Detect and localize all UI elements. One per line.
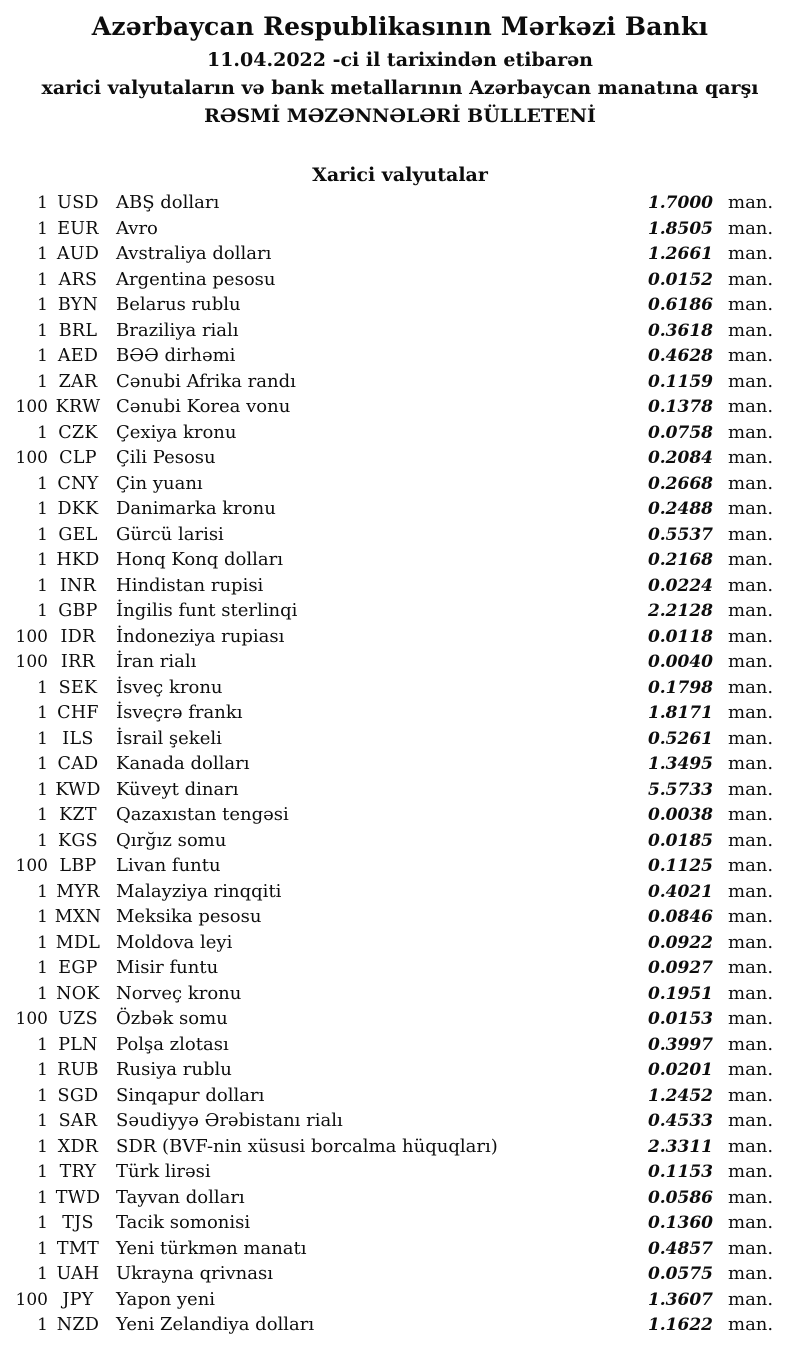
currency-code: TWD [55, 1187, 101, 1208]
currency-code: BRL [58, 320, 98, 341]
unit-label: man. [728, 651, 774, 672]
unit-label: man. [728, 804, 774, 825]
currency-qty: 1 [37, 1238, 48, 1259]
currency-rate: 1.8505 [647, 218, 713, 239]
currency-rate: 1.7000 [647, 193, 713, 213]
currency-name: İndoneziya rupiası [116, 625, 285, 647]
unit-label: man. [728, 523, 774, 545]
currency-rate: 5.5733 [647, 779, 713, 800]
currency-rate: 0.4533 [647, 1111, 713, 1131]
currency-name: Yeni türkmən manatı [116, 1237, 307, 1259]
table-row [0, 955, 800, 981]
table-row [0, 777, 800, 803]
unit-label: man. [728, 1263, 774, 1284]
table-row [0, 751, 800, 777]
rates-table [0, 190, 800, 1338]
table-row [0, 1185, 800, 1211]
currency-name: İsveç kronu [116, 676, 223, 698]
currency-code: JPY [62, 1289, 94, 1310]
currency-name: Çexiya kronu [116, 421, 237, 443]
currency-name: Rusiya rublu [116, 1059, 232, 1080]
currency-qty: 1 [37, 1034, 48, 1055]
currency-code: MXN [54, 907, 102, 927]
currency-name: Livan funtu [116, 855, 221, 876]
table-row [0, 241, 800, 267]
currency-code: TJS [62, 1213, 94, 1233]
currency-qty: 1 [37, 1060, 48, 1080]
table-row [0, 216, 800, 242]
currency-rate: 0.4021 [647, 881, 713, 902]
currency-name: Moldova leyi [116, 931, 233, 953]
table-row [0, 445, 800, 471]
unit-label: man. [728, 192, 774, 213]
effective-date-line: 11.04.2022 -ci il tarixindən etibarən [206, 49, 593, 71]
currency-qty: 100 [15, 448, 48, 468]
currency-code: ZAR [58, 371, 98, 392]
table-row [0, 547, 800, 573]
currency-qty: 1 [37, 958, 48, 978]
currency-name: Avro [116, 217, 158, 239]
currency-code: NOK [56, 983, 100, 1004]
currency-code: USD [57, 193, 99, 213]
currency-rate: 0.0758 [647, 422, 713, 443]
unit-label: man. [728, 727, 774, 749]
currency-rate: 0.0586 [647, 1187, 713, 1208]
table-row [0, 1210, 800, 1236]
currency-qty: 1 [37, 1213, 48, 1233]
currency-rate: 0.0038 [647, 805, 713, 825]
currency-name: Cənubi Afrika randı [116, 370, 296, 392]
currency-qty: 1 [37, 601, 48, 621]
currency-name: İsveçrə frankı [116, 702, 243, 723]
currency-name: İngilis funt sterlinqi [116, 600, 298, 621]
currency-rate: 0.2488 [647, 499, 713, 519]
currency-rate: 0.0922 [647, 932, 713, 953]
currency-qty: 1 [37, 320, 48, 341]
currency-rate: 0.1378 [647, 397, 713, 417]
section-title: Xarici valyutalar [312, 164, 488, 186]
currency-name: BƏƏ dirhəmi [116, 345, 236, 366]
unit-label: man. [728, 243, 774, 264]
currency-name: Hindistan rupisi [116, 574, 264, 596]
currency-code: MYR [56, 881, 100, 902]
currency-rate: 0.1951 [647, 983, 713, 1004]
currency-rate: 1.2452 [647, 1085, 713, 1106]
unit-label: man. [728, 447, 774, 468]
currency-qty: 1 [37, 728, 48, 749]
table-row [0, 318, 800, 344]
currency-rate: 0.2084 [647, 448, 713, 468]
unit-label: man. [728, 574, 774, 596]
unit-label: man. [728, 676, 774, 698]
currency-qty: 1 [37, 524, 48, 545]
currency-qty: 1 [37, 983, 48, 1004]
unit-label: man. [728, 1161, 774, 1182]
currency-qty: 1 [37, 371, 48, 392]
table-row [0, 1032, 800, 1058]
currency-code: MDL [55, 932, 101, 953]
currency-qty: 1 [37, 422, 48, 443]
table-row [0, 700, 800, 726]
table-row [0, 1134, 800, 1160]
currency-qty: 1 [37, 1264, 48, 1284]
currency-name: Çin yuanı [116, 472, 203, 494]
unit-label: man. [728, 396, 774, 417]
currency-name: Qazaxıstan tengəsi [116, 804, 289, 825]
table-row [0, 1057, 800, 1083]
currency-qty: 1 [37, 932, 48, 953]
unit-label: man. [728, 1288, 774, 1310]
table-row [0, 496, 800, 522]
currency-rate: 0.4857 [647, 1238, 713, 1259]
currency-rate: 0.1360 [647, 1213, 713, 1233]
currency-name: Norveç kronu [116, 982, 242, 1004]
currency-qty: 100 [15, 397, 48, 417]
currency-code: HKD [56, 550, 100, 570]
currency-rate: 1.2661 [647, 244, 713, 264]
table-row [0, 394, 800, 420]
table-row [0, 522, 800, 548]
currency-qty: 1 [37, 550, 48, 570]
unit-label: man. [728, 549, 774, 570]
currency-rate: 2.3311 [647, 1136, 713, 1157]
currency-qty: 1 [37, 677, 48, 698]
currency-rate: 0.0185 [647, 830, 713, 851]
currency-qty: 1 [37, 295, 48, 315]
unit-label: man. [728, 1314, 774, 1335]
currency-rate: 0.0575 [647, 1264, 713, 1284]
unit-label: man. [728, 472, 774, 494]
table-row [0, 292, 800, 318]
currency-name: Türk lirəsi [116, 1161, 211, 1182]
currency-rate: 0.2668 [647, 473, 713, 494]
currency-rate: 0.0201 [647, 1060, 713, 1080]
currency-code: KWD [55, 779, 101, 800]
currency-name: Belarus rublu [116, 294, 241, 315]
table-row [0, 675, 800, 701]
unit-label: man. [728, 498, 774, 519]
unit-label: man. [728, 268, 774, 290]
currency-name: Honq Konq dolları [116, 549, 283, 570]
currency-code: GBP [58, 601, 98, 621]
table-row [0, 1083, 800, 1109]
currency-rate: 0.0846 [647, 907, 713, 927]
unit-label: man. [728, 1033, 774, 1055]
table-row [0, 598, 800, 624]
currency-rate: 0.1153 [647, 1162, 713, 1182]
unit-label: man. [728, 957, 774, 978]
table-row [0, 981, 800, 1007]
currency-code: CZK [58, 422, 98, 443]
table-row [0, 726, 800, 752]
table-row [0, 1312, 800, 1338]
unit-label: man. [728, 880, 774, 902]
currency-name: Ukrayna qrivnası [116, 1263, 273, 1284]
currency-name: Malayziya rinqqiti [116, 880, 282, 902]
currency-code: EGP [58, 958, 98, 978]
currency-code: BYN [57, 295, 99, 315]
unit-label: man. [728, 931, 774, 953]
table-row [0, 649, 800, 675]
table-row [0, 369, 800, 395]
currency-qty: 1 [37, 1162, 48, 1182]
subtitle-line: xarici valyutaların və bank metallarının Azərbaycan manatına qarşı [41, 77, 759, 99]
currency-rate: 0.3997 [647, 1034, 713, 1055]
currency-code: SAR [58, 1111, 98, 1131]
table-row [0, 802, 800, 828]
table-row [0, 471, 800, 497]
currency-rate: 2.2128 [647, 601, 713, 621]
currency-name: Braziliya rialı [116, 319, 239, 341]
currency-qty: 1 [37, 1085, 48, 1106]
unit-label: man. [728, 1237, 774, 1259]
currency-rate: 0.0153 [647, 1009, 713, 1029]
table-row [0, 1261, 800, 1287]
currency-code: LBP [59, 856, 97, 876]
currency-name: Küveyt dinarı [116, 778, 239, 800]
unit-label: man. [728, 625, 774, 647]
currency-rate: 0.0040 [647, 652, 713, 672]
currency-qty: 1 [37, 346, 48, 366]
currency-qty: 1 [37, 830, 48, 851]
unit-label: man. [728, 906, 774, 927]
table-row [0, 267, 800, 293]
currency-code: IDR [60, 626, 96, 647]
currency-qty: 1 [37, 779, 48, 800]
currency-qty: 1 [37, 1315, 48, 1335]
table-row [0, 1287, 800, 1313]
currency-name: Danimarka kronu [116, 498, 276, 519]
currency-name: Polşa zlotası [116, 1033, 229, 1055]
currency-code: NZD [56, 1315, 100, 1335]
currency-code: IRR [60, 652, 96, 672]
currency-qty: 1 [37, 1187, 48, 1208]
currency-rate: 1.8171 [647, 703, 713, 723]
currency-rate: 0.5261 [647, 728, 713, 749]
currency-name: Yapon yeni [116, 1288, 216, 1310]
currency-code: XDR [57, 1136, 99, 1157]
table-row [0, 904, 800, 930]
currency-name: Qırğız somu [116, 829, 227, 851]
currency-name: Tayvan dolları [116, 1186, 245, 1208]
currency-rate: 0.1159 [647, 371, 713, 392]
currency-name: İsrail şekeli [116, 727, 222, 749]
unit-label: man. [728, 1135, 774, 1157]
currency-name: Misir funtu [116, 957, 219, 978]
currency-qty: 1 [37, 244, 48, 264]
currency-rate: 0.3618 [647, 320, 713, 341]
currency-code: KGS [58, 830, 98, 851]
currency-rate: 0.5537 [647, 524, 713, 545]
table-row [0, 190, 800, 216]
currency-name: Tacik somonisi [116, 1212, 251, 1233]
currency-name: Meksika pesosu [116, 906, 262, 927]
unit-label: man. [728, 829, 774, 851]
currency-name: Cənubi Korea vonu [116, 396, 291, 417]
currency-qty: 100 [15, 1009, 48, 1029]
unit-label: man. [728, 1008, 774, 1029]
currency-name: Gürcü larisi [116, 523, 224, 545]
unit-label: man. [728, 1110, 774, 1131]
table-row [0, 1108, 800, 1134]
currency-rate: 0.1798 [647, 677, 713, 698]
currency-qty: 1 [37, 218, 48, 239]
table-row [0, 828, 800, 854]
currency-qty: 1 [37, 754, 48, 774]
currency-qty: 1 [37, 907, 48, 927]
unit-label: man. [728, 294, 774, 315]
unit-label: man. [728, 370, 774, 392]
currency-code: CNY [57, 473, 99, 494]
currency-rate: 1.3495 [647, 754, 713, 774]
currency-code: SGD [57, 1085, 99, 1106]
currency-qty: 1 [37, 805, 48, 825]
unit-label: man. [728, 1212, 774, 1233]
table-row [0, 624, 800, 650]
currency-name: Özbək somu [116, 1008, 228, 1029]
currency-qty: 100 [15, 856, 48, 876]
currency-code: DKK [57, 499, 99, 519]
unit-label: man. [728, 982, 774, 1004]
unit-label: man. [728, 217, 774, 239]
unit-label: man. [728, 702, 774, 723]
table-row [0, 853, 800, 879]
table-row [0, 1236, 800, 1262]
unit-label: man. [728, 855, 774, 876]
unit-label: man. [728, 421, 774, 443]
currency-code: ARS [58, 269, 98, 290]
currency-code: CAD [57, 754, 99, 774]
document-header [0, 0, 800, 130]
currency-code: KRW [55, 397, 101, 417]
currency-name: Sinqapur dolları [116, 1084, 265, 1106]
currency-code: TRY [59, 1162, 97, 1182]
table-row [0, 930, 800, 956]
currency-rate: 0.4628 [647, 346, 713, 366]
currency-name: Kanada dolları [116, 753, 250, 774]
currency-rate: 1.1622 [647, 1315, 713, 1335]
currency-qty: 1 [37, 473, 48, 494]
currency-name: ABŞ dolları [116, 192, 220, 213]
currency-code: INR [59, 575, 97, 596]
currency-code: UZS [58, 1009, 98, 1029]
currency-qty: 1 [37, 575, 48, 596]
currency-qty: 1 [37, 703, 48, 723]
currency-qty: 100 [15, 626, 48, 647]
unit-label: man. [728, 1186, 774, 1208]
currency-qty: 1 [37, 1111, 48, 1131]
currency-name: Yeni Zelandiya dolları [116, 1314, 315, 1335]
currency-rate: 0.0118 [647, 626, 713, 647]
currency-name: Avstraliya dolları [116, 243, 272, 264]
unit-label: man. [728, 600, 774, 621]
unit-label: man. [728, 345, 774, 366]
currency-qty: 1 [37, 193, 48, 213]
bank-title: Azərbaycan Respublikasının Mərkəzi Bankı [91, 12, 709, 41]
unit-label: man. [728, 753, 774, 774]
currency-qty: 1 [37, 499, 48, 519]
currency-code: PLN [58, 1034, 98, 1055]
table-row [0, 1159, 800, 1185]
table-row [0, 879, 800, 905]
currency-qty: 100 [15, 1289, 48, 1310]
table-row [0, 573, 800, 599]
currency-rate: 0.6186 [647, 295, 713, 315]
currency-name: Argentina pesosu [116, 268, 276, 290]
currency-name: İran rialı [116, 651, 197, 672]
currency-name: SDR (BVF-nin xüsusi borcalma hüquqları) [116, 1135, 498, 1157]
currency-name: Çili Pesosu [116, 447, 216, 468]
currency-rate: 0.2168 [647, 550, 713, 570]
currency-code: AUD [56, 244, 100, 264]
currency-code: SEK [58, 677, 98, 698]
currency-code: GEL [58, 524, 98, 545]
currency-code: UAH [56, 1264, 100, 1284]
currency-code: CHF [57, 703, 99, 723]
unit-label: man. [728, 1059, 774, 1080]
currency-rate: 0.1125 [647, 856, 713, 876]
unit-label: man. [728, 319, 774, 341]
table-row [0, 420, 800, 446]
currency-rate: 1.3607 [647, 1289, 713, 1310]
currency-rate: 0.0152 [647, 269, 713, 290]
table-row [0, 1006, 800, 1032]
currency-code: EUR [57, 218, 99, 239]
currency-qty: 1 [37, 881, 48, 902]
currency-qty: 1 [37, 1136, 48, 1157]
currency-name: Səudiyyə Ərəbistanı rialı [116, 1110, 343, 1131]
currency-code: CLP [59, 448, 97, 468]
currency-rate: 0.0927 [647, 958, 713, 978]
currency-code: TMT [56, 1238, 100, 1259]
table-row [0, 343, 800, 369]
currency-qty: 1 [37, 269, 48, 290]
currency-code: KZT [59, 805, 97, 825]
unit-label: man. [728, 1084, 774, 1106]
currency-code: AED [57, 346, 99, 366]
currency-code: ILS [62, 728, 94, 749]
currency-code: RUB [57, 1060, 99, 1080]
currency-rate: 0.0224 [647, 575, 713, 596]
unit-label: man. [728, 778, 774, 800]
currency-qty: 100 [15, 652, 48, 672]
bulletin-title: RƏSMİ MƏZƏNNƏLƏRİ BÜLLETENİ [204, 105, 596, 127]
